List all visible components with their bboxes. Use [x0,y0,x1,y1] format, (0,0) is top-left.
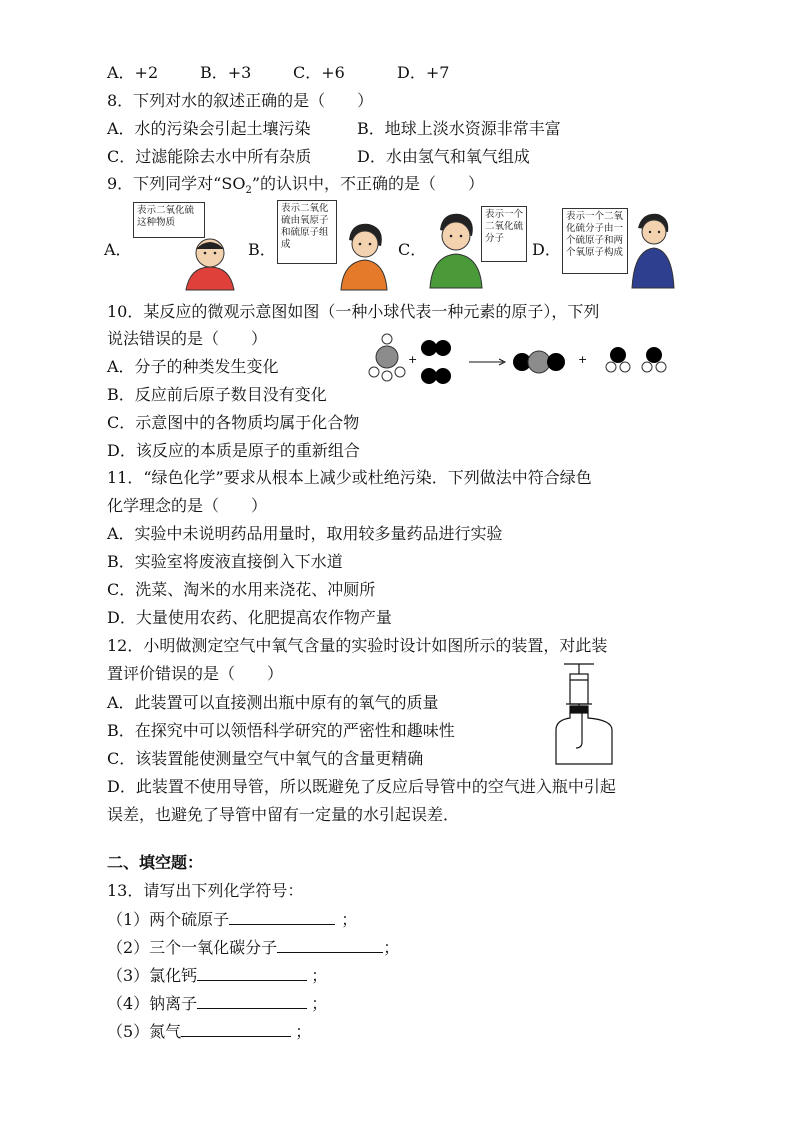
q12-apparatus-diagram [552,660,622,770]
q9-letter-a: A． [104,240,132,259]
q9-stem-post: ”的认识中，不正确的是（ ） [251,174,485,193]
atom-black [435,368,451,384]
q9-stem [107,173,484,202]
q10-option-a: A．分子的种类发生变化 [107,357,279,376]
atom-black [421,340,437,356]
atom-black [421,368,437,384]
q13-item-4-end: ； [311,994,328,1013]
answer-blank[interactable] [181,1020,291,1037]
q7-options [107,62,449,84]
q7-option-d: D．+7 [397,63,450,82]
atom-white [395,367,405,377]
q9-bubble-d: 表示一个二氧化硫分子由一个硫原子和两个氧原子构成 [562,208,628,274]
q9-stem-sub: 2 [245,185,252,197]
q9-student-a-illustration [180,235,240,290]
q13-item-3 [107,964,327,987]
q13-item-1 [107,908,357,931]
q9-bubble-c: 表示一个二氧化硫分子 [481,206,527,262]
atom-black [435,340,451,356]
q8-option-b: B．地球上淡水资源非常丰富 [357,119,561,138]
q13-item-5 [107,1020,311,1043]
q12-option-d-line1: D．此装置不使用导管，所以既避免了反应后导管中的空气进入瓶中引起 [107,777,616,796]
q9-student-d-illustration [630,210,675,288]
q12-stem-line2: 置评价错误的是（ ） [107,664,284,683]
q8-option-a: A．水的污染会引起土壤污染 [107,119,311,138]
q11-option-d: D．大量使用农药、化肥提高农作物产量 [107,608,392,627]
q13-item-1-label: （1）两个硫原子 [107,910,230,929]
q12-option-d-line2: 误差，也避免了导管中留有一定量的水引起误差． [107,805,460,824]
q13-item-4-label: （4）钠离子 [107,994,198,1013]
q11-stem-line1: 11．“绿色化学”要求从根本上减少或杜绝污染．下列做法中符合绿色 [107,468,592,487]
answer-blank[interactable] [229,908,335,925]
reactant-molecule-2 [421,340,451,384]
atom-gray [376,346,398,368]
answer-blank[interactable] [197,992,307,1009]
q13-item-5-end: ； [295,1022,312,1041]
q9-bubble-a: 表示二氧化硫这种物质 [133,202,205,238]
syringe [564,664,594,712]
atom-white [656,362,666,372]
q9-letter-d: D． [532,240,561,259]
q9-student-c-illustration [428,210,483,288]
q10-reaction-diagram [365,335,685,390]
q8-option-d: D．水由氢气和氧气组成 [357,147,530,166]
q9-student-b-illustration [335,222,390,290]
q12-option-c: C．该装置能使测量空气中氧气的含量更精确 [107,749,424,768]
q8-option-c: C．过滤能除去水中所有杂质 [107,147,312,166]
q8-stem: 8．下列对水的叙述正确的是（ ） [107,91,374,110]
q12-option-a: A．此装置可以直接测出瓶中原有的氧气的质量 [107,693,439,712]
q10-option-c: C．示意图中的各物质均属于化合物 [107,413,360,432]
q11-option-a: A．实验中未说明药品用量时，取用较多量药品进行实验 [107,524,503,543]
atom-white [620,362,630,372]
answer-blank[interactable] [197,964,307,981]
reactant-molecule-1 [369,334,405,381]
atom-white [382,371,392,381]
atom-white [382,334,392,344]
reaction-arrow [469,359,505,365]
atom-white [606,362,616,372]
q13-item-4 [107,992,327,1015]
q11-option-b: B．实验室将废液直接倒入下水道 [107,552,343,571]
atom-white [369,367,379,377]
plus-sign: + [578,353,588,366]
q13-item-2-label: （2）三个一氧化碳分子 [107,938,278,957]
q9-letter-b: B． [248,240,276,259]
q7-option-c: C．+6 [293,63,345,82]
atom-white [642,362,652,372]
q7-option-a: A．+2 [107,63,159,82]
q9-stem-pre: 9．下列同学对“SO [107,174,246,193]
q7-option-b: B．+3 [200,63,252,82]
q13-item-3-end: ； [311,966,328,985]
q11-option-c: C．洗菜、淘米的水用来浇花、冲厕所 [107,580,376,599]
product-molecule-1 [513,351,565,373]
q12-option-b: B．在探究中可以领悟科学研究的严密性和趣味性 [107,721,455,740]
bottle [556,706,612,764]
product-molecule-2 [606,347,630,372]
q13-item-5-label: （5）氮气 [107,1022,182,1041]
q10-option-d: D．该反应的本质是原子的重新组合 [107,441,360,460]
section-title-fill-in: 二、填空题： [107,853,204,872]
plus-sign: + [408,353,418,366]
atom-black [610,347,626,363]
q10-option-b: B．反应前后原子数目没有变化 [107,385,327,404]
atom-gray [528,351,550,373]
q11-stem-line2: 化学理念的是（ ） [107,496,268,515]
q13-item-1-end: ； [341,910,358,929]
atom-black [547,353,565,371]
atom-black [646,347,662,363]
q13-item-3-label: （3）氯化钙 [107,966,198,985]
answer-blank[interactable] [277,936,383,953]
q8-options-ab [107,118,561,140]
q13-item-2 [107,936,399,959]
product-molecule-3 [642,347,666,372]
q10-stem-line1: 10．某反应的微观示意图如图（一种小球代表一种元素的原子），下列 [107,302,600,321]
q13-item-2-end: ； [383,938,400,957]
q13-stem: 13．请写出下列化学符号： [107,881,304,900]
q8-options-cd [107,146,530,168]
q10-stem-line2: 说法错误的是（ ） [107,329,268,348]
q12-stem-line1: 12．小明做测定空气中氧气含量的实验时设计如图所示的装置，对此装 [107,636,608,655]
q9-letter-c: C． [398,240,427,259]
q9-bubble-b: 表示二氧化硫由氧原子和硫原子组成 [277,200,337,264]
